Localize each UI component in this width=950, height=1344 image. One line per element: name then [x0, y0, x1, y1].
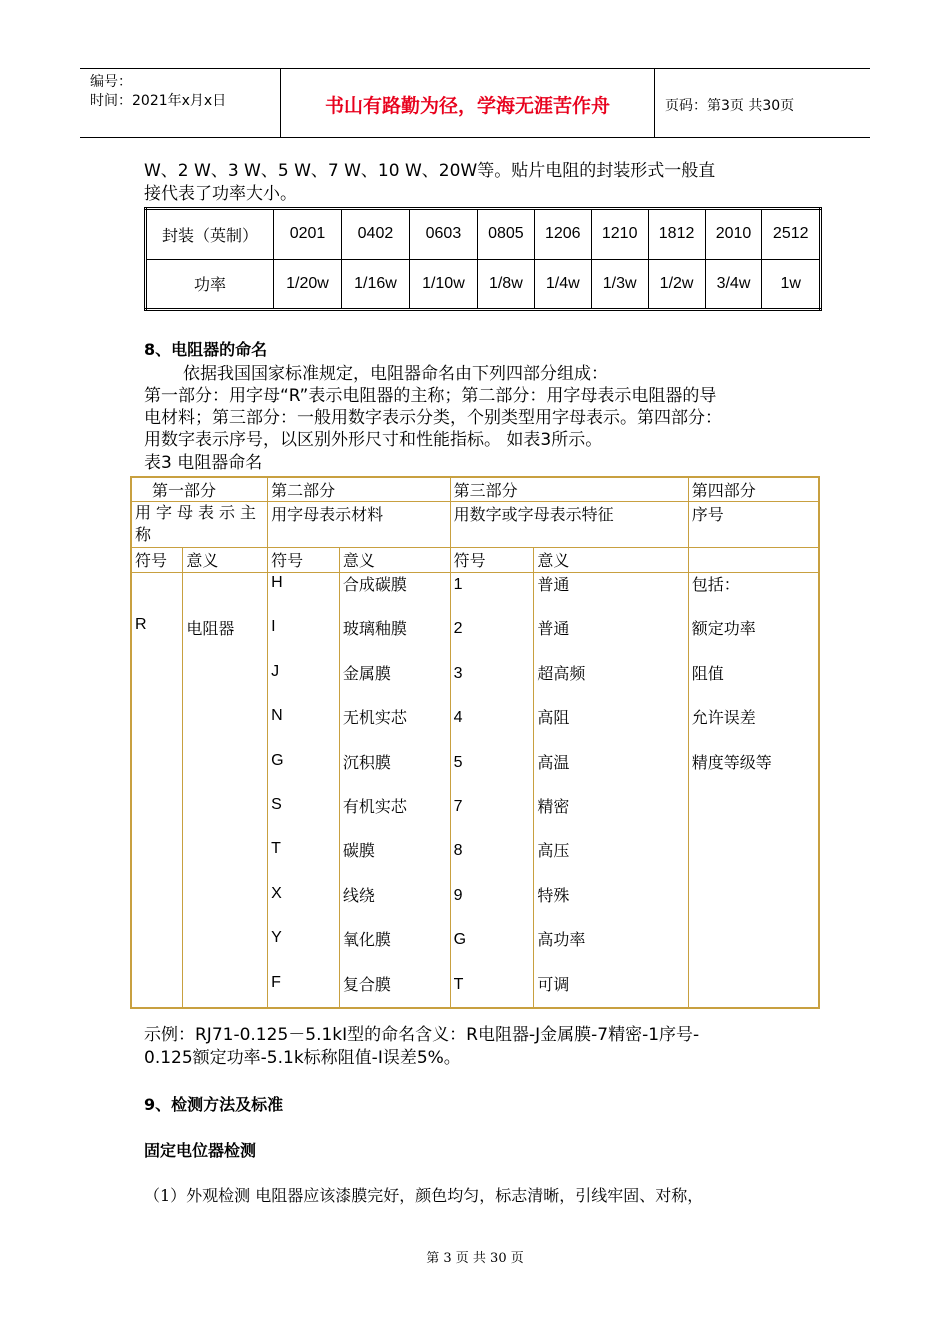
section-8-title: 8、电阻器的命名 [144, 340, 268, 359]
header-slogan-cell [281, 69, 655, 137]
material-meaning: 复合膜 [342, 974, 391, 994]
power-header: 功率 [146, 259, 274, 310]
meaning-header: 意义 [183, 548, 268, 573]
section-8-para-line-2: 第一部分：用字母“R”表示电阻器的主称；第二部分：用字母表示电阻器的导 [144, 386, 717, 406]
feature-symbol: 5 [453, 753, 463, 771]
header-page-cell [655, 69, 870, 137]
material-meaning: 沉积膜 [342, 752, 391, 772]
material-symbol: X [271, 884, 282, 902]
material-symbol: J [271, 662, 280, 680]
part-1-meaning-cell [183, 573, 268, 1008]
section-9-title: 9、检测方法及标准 [144, 1095, 284, 1114]
page-header [80, 68, 870, 138]
material-symbol: H [271, 574, 283, 591]
power-cell: 3/4w [705, 259, 762, 310]
feature-meaning: 特殊 [537, 885, 570, 905]
feature-symbol: 4 [453, 709, 463, 727]
content-row [131, 573, 819, 1008]
material-symbol: G [271, 751, 284, 769]
power-cell: 1/3w [591, 259, 648, 310]
package-cell: 1812 [648, 209, 705, 260]
intro-line-2: 接代表了功率大小。 [144, 184, 297, 204]
feature-symbol: T [453, 975, 464, 993]
feature-meaning: 普通 [537, 619, 570, 639]
resistor-naming-table [130, 476, 820, 1009]
power-cell: 1/4w [534, 259, 591, 310]
material-meaning: 有机实芯 [342, 796, 407, 816]
power-cell: 1/8w [477, 259, 534, 310]
serial-item: 包括： [691, 575, 740, 594]
part-1-description: 用字母表示主称 [131, 502, 268, 548]
example-line-2: 0.125额定功率-5.1k标称阻值-I误差5%。 [144, 1048, 461, 1068]
material-symbol: I [271, 618, 276, 636]
serial-item: 精度等级等 [691, 752, 772, 772]
part-2-header: 第二部分 [268, 477, 450, 502]
example-line-1: 示例：RJ71-0.125－5.1kI型的命名含义：R电阻器-J金属膜-7精密-1序号- [144, 1025, 700, 1045]
feature-meaning: 高阻 [537, 708, 570, 728]
material-meaning: 氧化膜 [342, 930, 391, 950]
feature-symbol: 1 [453, 576, 463, 593]
power-cell: 1w [762, 259, 821, 310]
material-symbol: F [271, 973, 281, 991]
package-row [146, 209, 821, 260]
feature-meaning: 高功率 [537, 930, 586, 950]
feature-symbol: 2 [453, 620, 463, 638]
material-meaning: 线绕 [342, 885, 375, 905]
package-header: 封装（英制） [146, 209, 274, 260]
package-cell: 1206 [534, 209, 591, 260]
feature-symbol: 9 [453, 886, 463, 904]
part-1-header: 第一部分 [131, 477, 268, 502]
package-power-table [144, 207, 822, 311]
material-meaning: 合成碳膜 [342, 575, 407, 594]
material-meaning: 金属膜 [342, 663, 391, 683]
serial-item: 允许误差 [691, 708, 756, 728]
material-meaning: 玻璃釉膜 [342, 619, 407, 639]
material-symbol: T [271, 840, 281, 858]
feature-meanings-cell [534, 573, 688, 1008]
code-label: 编号： [90, 74, 132, 90]
feature-symbol: 3 [453, 664, 463, 682]
part-1-meaning: 电阻器 [186, 619, 235, 638]
package-cell: 0805 [477, 209, 534, 260]
section-9-item-1: （1）外观检测 电阻器应该漆膜完好，颜色均匀，标志清晰，引线牢固、对称， [144, 1186, 704, 1205]
material-meanings-cell [339, 573, 450, 1008]
intro-line-1: W、2 W、3 W、5 W、7 W、10 W、20W等。贴片电阻的封装形式一般直 [144, 161, 716, 181]
material-symbol: Y [271, 929, 282, 947]
section-8-para-line-4: 用数字表示序号，以区别外形尺寸和性能指标。 如表3所示。 [144, 430, 603, 450]
part-4-description: 序号 [688, 502, 819, 548]
power-cell: 1/20w [274, 259, 342, 310]
power-cell: 1/16w [341, 259, 409, 310]
material-meaning: 无机实芯 [342, 708, 407, 728]
feature-meaning: 超高频 [537, 663, 586, 683]
feature-meaning: 普通 [537, 575, 570, 594]
feature-symbol: 7 [453, 797, 463, 815]
feature-symbol: 8 [453, 842, 463, 860]
power-row [146, 259, 821, 310]
material-symbols-cell [268, 573, 340, 1008]
page-footer: 第 3 页 共 30 页 [426, 1251, 524, 1266]
serial-cell [688, 573, 819, 1008]
serial-item: 额定功率 [691, 619, 756, 639]
power-cell: 1/10w [409, 259, 477, 310]
slogan: 书山有路勤为径，学海无涯苦作舟 [324, 95, 610, 117]
part-3-description: 用数字或字母表示特征 [450, 502, 688, 548]
package-cell: 0201 [274, 209, 342, 260]
meaning-header: 意义 [534, 548, 688, 573]
description-row [131, 502, 819, 548]
part-3-header: 第三部分 [450, 477, 688, 502]
parts-row [131, 477, 819, 502]
symbol-header: 符号 [450, 548, 534, 573]
feature-symbols-cell [450, 573, 534, 1008]
serial-item: 阻值 [691, 663, 724, 683]
page-info: 页码：第3页 共30页 [665, 98, 795, 114]
material-symbol: S [271, 795, 282, 813]
date-label: 时间：2021年x月x日 [90, 93, 227, 109]
part-4-header: 第四部分 [688, 477, 819, 502]
section-9-subtitle: 固定电位器检测 [144, 1141, 257, 1160]
meaning-header: 意义 [339, 548, 450, 573]
power-cell: 1/2w [648, 259, 705, 310]
part-1-symbol: R [135, 616, 147, 633]
part-2-description: 用字母表示材料 [268, 502, 450, 548]
section-8-para-line-3: 电材料；第三部分：一般用数字表示分类，个别类型用字母表示。第四部分： [144, 408, 722, 428]
package-cell: 2512 [762, 209, 821, 260]
symbol-header: 符号 [131, 548, 183, 573]
feature-meaning: 高温 [537, 752, 570, 772]
material-meaning: 碳膜 [342, 841, 375, 861]
package-cell: 0603 [409, 209, 477, 260]
part-1-symbol-cell [131, 573, 183, 1008]
package-cell: 0402 [341, 209, 409, 260]
feature-meaning: 可调 [537, 974, 570, 994]
header-meta-cell [80, 69, 281, 137]
section-8-para-line-1: 依据我国国家标准规定，电阻器命名由下列四部分组成： [183, 364, 608, 384]
package-cell: 2010 [705, 209, 762, 260]
feature-symbol: G [453, 931, 467, 949]
feature-meaning: 高压 [537, 841, 570, 861]
table-3-caption: 表3 电阻器命名 [144, 453, 263, 473]
package-cell: 1210 [591, 209, 648, 260]
symbol-header: 符号 [268, 548, 340, 573]
feature-meaning: 精密 [537, 796, 570, 816]
material-symbol: N [271, 707, 283, 725]
